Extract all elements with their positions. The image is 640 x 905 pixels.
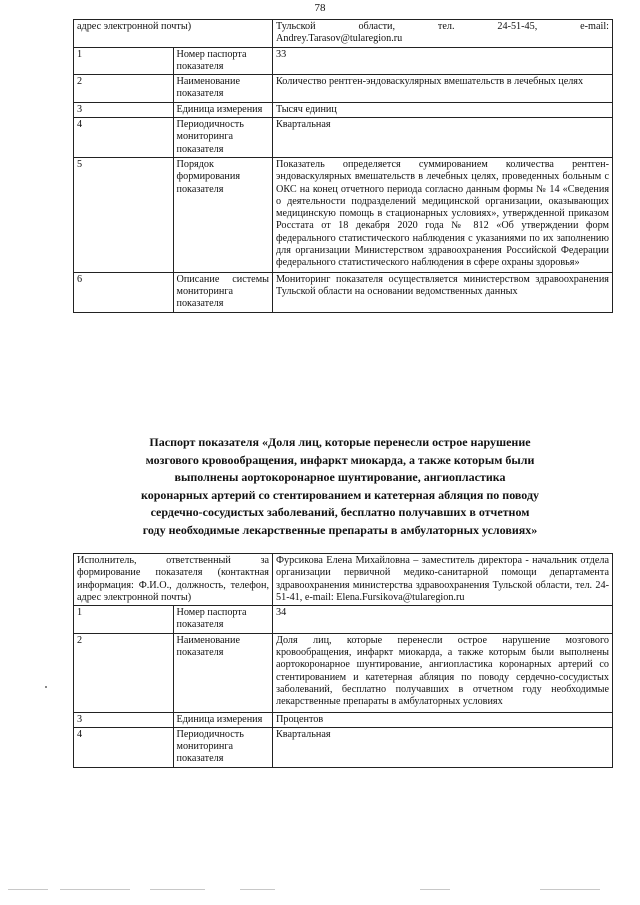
row-number: 4 [74, 118, 174, 158]
table-row [74, 554, 613, 606]
table-row [74, 157, 613, 272]
heading-line: году необходимые лекарственные препараты в амбулаторных условиях» [142, 522, 538, 537]
row-label: Номер паспорта показателя [173, 47, 273, 75]
indicator-passport-heading [70, 434, 610, 539]
row-label: Описание системы мониторинга показателя [173, 272, 273, 312]
contact-value-line: Тульской области, тел. 24-51-45, e-mail: [276, 21, 609, 32]
heading-line: коронарных артерий со стентированием и катетерная абляция по поводу [140, 487, 540, 502]
row-label: Номер паспорта показателя [173, 606, 273, 634]
table-row [74, 20, 613, 48]
row-label: Периодичность мониторинга показателя [173, 118, 273, 158]
row-label: Наименование показателя [173, 633, 273, 712]
table-row [74, 272, 613, 312]
row-label: Периодичность мониторинга показателя [173, 727, 273, 767]
indicator-passport-table-33 [73, 19, 613, 313]
table-row [74, 75, 613, 103]
row-label: Единица измерения [173, 102, 273, 117]
row-number: 1 [74, 47, 174, 75]
scan-speck [45, 686, 47, 688]
table-row [74, 102, 613, 117]
row-number: 2 [74, 633, 174, 712]
row-value: 33 [273, 47, 613, 75]
row-number: 1 [74, 606, 174, 634]
table-row [74, 727, 613, 767]
heading-line: сердечно-сосудистых заболеваний, бесплатно получавших в отчетном [150, 505, 530, 519]
heading-line: выполнены аортокоронарное шунтирование, ангиопластика [174, 470, 506, 484]
row-value: Количество рентген-эндоваскулярных вмешательств в лечебных целях [273, 75, 613, 103]
contact-value-cell [273, 20, 613, 48]
indicator-passport-table-34 [73, 553, 613, 768]
row-number: 3 [74, 712, 174, 727]
row-number: 6 [74, 272, 174, 312]
row-value: Квартальная [273, 118, 613, 158]
row-value: Квартальная [273, 727, 613, 767]
row-label: Порядок формирования показателя [173, 157, 273, 272]
contact-value-cell: Фурсикова Елена Михайловна – заместитель директора - начальник отдела организации первичной медико-санитарной помощи департамента здравоохранения министерства здравоохранения Тульской области, тел. 24-51-41, e-mail: Elena.Fursikova@tularegion.ru [273, 554, 613, 606]
row-number: 4 [74, 727, 174, 767]
row-label: Единица измерения [173, 712, 273, 727]
row-value: Доля лиц, которые перенесли острое нарушение мозгового кровообращения, инфаркт миокарда, а также которым были выполнены аортокоронарное шунтирование, ангиопластика коронарных артерий со стентированием и катетерная абляция по поводу сердечно-сосудистых заболеваний, бесплатно получавших в отчетном году необходимые лекарственные препараты в амбулаторных условиях [273, 633, 613, 712]
table-row [74, 712, 613, 727]
row-value: Мониторинг показателя осуществляется министерством здравоохранения Тульской области на основании ведомственных данных [273, 272, 613, 312]
row-value: Показатель определяется суммированием количества рентген-эндоваскулярных вмешательств в лечебных целях, проведенных больным с ОКС на конец отчетного периода согласно данным формы № 14 «Сведения о деятельности подразделений медицинской организации, оказывающих медицинскую помощь в стационарных условиях», утвержденной приказом Росстата от 18 декабря 2020 года № 812 «Об утверждении форм федерального статистического наблюдения с указаниями по их заполнению для организации Министерством здравоохранения Российской Федерации федерального статистического наблюдения в сфере охраны здоровья» [273, 157, 613, 272]
scan-noise-strip [0, 889, 640, 891]
page-number: 78 [314, 2, 326, 14]
row-number: 3 [74, 102, 174, 117]
row-value: 34 [273, 606, 613, 634]
table-row [74, 47, 613, 75]
row-number: 2 [74, 75, 174, 103]
contact-label-cell: Исполнитель, ответственный за формирование показателя (контактная информация: Ф.И.О., должность, телефон, адрес электронной почты) [74, 554, 273, 606]
contact-email: Andrey.Tarasov@tularegion.ru [276, 33, 403, 45]
table-row [74, 118, 613, 158]
row-value: Тысяч единиц [273, 102, 613, 117]
table-row [74, 633, 613, 712]
table-row [74, 606, 613, 634]
row-number: 5 [74, 157, 174, 272]
heading-line: Паспорт показателя «Доля лиц, которые перенесли острое нарушение [149, 435, 531, 449]
row-value: Процентов [273, 712, 613, 727]
contact-label-cell: адрес электронной почты) [74, 20, 273, 48]
row-label: Наименование показателя [173, 75, 273, 103]
heading-line: мозгового кровообращения, инфаркт миокарда, а также которым были [145, 452, 535, 467]
